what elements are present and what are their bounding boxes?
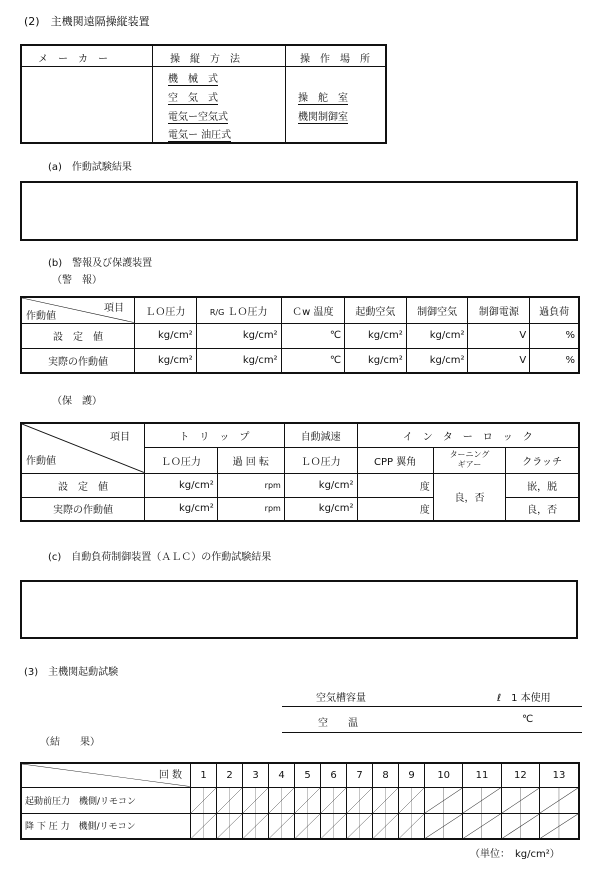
alarm-col-start-air: 起動空気 bbox=[345, 297, 407, 323]
alarm-corner-bottom: 作動値 bbox=[26, 310, 56, 322]
count-header: 2 bbox=[217, 763, 243, 787]
count-header: 8 bbox=[373, 763, 399, 787]
alarm-label: （警 報） bbox=[52, 275, 102, 286]
result-box-c bbox=[20, 580, 578, 639]
unit: % bbox=[530, 348, 579, 373]
slash-cell bbox=[295, 813, 321, 839]
alarm-table bbox=[20, 296, 580, 374]
section-b-title: (b) 警報及び保護装置 bbox=[48, 258, 153, 269]
air-tank-label: 空気槽容量 bbox=[316, 693, 366, 704]
alarm-col-rg-lo-label: ＬＯ圧力 bbox=[227, 306, 268, 318]
slash-cell bbox=[463, 813, 501, 839]
section-2-title: (2) 主機関遠隔操縦装置 bbox=[24, 15, 150, 28]
place-header: 操 作 場 所 bbox=[300, 54, 370, 65]
protect-col-clutch: クラッチ bbox=[506, 447, 579, 473]
alarm-corner bbox=[21, 297, 135, 323]
slash-cell bbox=[321, 813, 347, 839]
unit: kg/cm² bbox=[135, 348, 197, 373]
unit: 度 bbox=[357, 497, 433, 521]
protect-table bbox=[20, 422, 580, 522]
turning-value: 良，否 bbox=[433, 473, 505, 521]
slash-cell bbox=[540, 813, 579, 839]
protect-group-trip: ト リ ッ プ bbox=[145, 423, 285, 447]
alarm-col-lo: ＬＯ圧力 bbox=[135, 297, 197, 323]
remote-control-table bbox=[20, 44, 387, 144]
section-3-title: (3) 主機関起動試験 bbox=[24, 667, 119, 678]
air-temp-label: 空 温 bbox=[318, 718, 358, 729]
protect-col-overspeed: 過 回 転 bbox=[217, 447, 284, 473]
slash-cell bbox=[295, 787, 321, 813]
unit: % bbox=[530, 323, 579, 348]
unit: kg/cm² bbox=[406, 323, 468, 348]
protect-group-slowdown: 自動減速 bbox=[284, 423, 357, 447]
slash-cell bbox=[373, 813, 399, 839]
count-label: 回 数 bbox=[158, 770, 182, 781]
divider bbox=[282, 706, 582, 707]
protect-corner bbox=[21, 423, 145, 473]
maker-header: メ ー カ ー bbox=[38, 54, 108, 65]
slash-cell bbox=[425, 787, 463, 813]
count-header: 10 bbox=[425, 763, 463, 787]
unit: kg/cm² bbox=[345, 323, 407, 348]
alarm-col-cw: Ｃw 温度 bbox=[281, 297, 345, 323]
alarm-corner-top: 項目 bbox=[104, 303, 124, 314]
slash-cell bbox=[217, 787, 243, 813]
unit: kg/cm² bbox=[196, 348, 281, 373]
count-header: 7 bbox=[347, 763, 373, 787]
protect-col-lo2: ＬＯ圧力 bbox=[284, 447, 357, 473]
protect-row-setting: 設 定 値 bbox=[21, 473, 145, 497]
count-header: 4 bbox=[269, 763, 295, 787]
row-drop-pressure: 降 下 圧 力 機側/リモコン bbox=[21, 813, 191, 839]
protect-label: （保 護） bbox=[52, 396, 102, 407]
slash-cell bbox=[373, 787, 399, 813]
alarm-col-power: 制御電源 bbox=[468, 297, 530, 323]
slash-cell bbox=[501, 787, 539, 813]
unit: kg/cm² bbox=[145, 473, 218, 497]
slash-cell bbox=[399, 813, 425, 839]
alarm-col-control-air: 制御空気 bbox=[406, 297, 468, 323]
method-mechanical: 機 械 式 bbox=[168, 70, 218, 86]
unit: kg/cm² bbox=[284, 473, 357, 497]
section-c-title: (c) 自動負荷制御装置（ＡＬＣ）の作動試験結果 bbox=[48, 552, 272, 563]
unit-note: （単位： kg/cm²） bbox=[470, 849, 560, 860]
alarm-row-setting: 設 定 値 bbox=[21, 323, 135, 348]
count-header: 9 bbox=[399, 763, 425, 787]
count-header: 3 bbox=[243, 763, 269, 787]
divider bbox=[282, 732, 582, 733]
protect-corner-top: 項目 bbox=[110, 432, 130, 443]
protect-col-turning: ターニング ギアー bbox=[433, 447, 505, 473]
rg-mark: R/G bbox=[209, 307, 225, 317]
count-header: 5 bbox=[295, 763, 321, 787]
place-control-room: 機関制御室 bbox=[298, 108, 348, 124]
unit: ℃ bbox=[281, 348, 345, 373]
slash-cell bbox=[399, 787, 425, 813]
unit: kg/cm² bbox=[284, 497, 357, 521]
unit: ℃ bbox=[281, 323, 345, 348]
unit: kg/cm² bbox=[406, 348, 468, 373]
air-tank-unit: ℓ 1 本使用 bbox=[497, 693, 551, 704]
count-header: 12 bbox=[501, 763, 539, 787]
slash-cell bbox=[463, 787, 501, 813]
result-box-a bbox=[20, 181, 578, 241]
slash-cell bbox=[321, 787, 347, 813]
section-a-title: (a) 作動試験結果 bbox=[48, 162, 132, 173]
start-test-table bbox=[20, 762, 580, 840]
slash-cell bbox=[540, 787, 579, 813]
count-header: 1 bbox=[191, 763, 217, 787]
count-corner bbox=[21, 763, 191, 787]
slash-cell bbox=[425, 813, 463, 839]
slash-cell bbox=[501, 813, 539, 839]
method-electro-pneumatic: 電気ー空気式 bbox=[168, 108, 228, 124]
method-electro-hydraulic: 電気ー 油圧式 bbox=[168, 126, 231, 142]
count-header: 13 bbox=[540, 763, 579, 787]
method-pneumatic: 空 気 式 bbox=[168, 89, 218, 105]
slash-cell bbox=[347, 813, 373, 839]
unit: rpm bbox=[217, 473, 284, 497]
count-header: 6 bbox=[321, 763, 347, 787]
unit: rpm bbox=[217, 497, 284, 521]
slash-cell bbox=[243, 813, 269, 839]
alarm-row-actual: 実際の作動値 bbox=[21, 348, 135, 373]
protect-corner-bottom: 作動値 bbox=[26, 455, 56, 467]
slash-cell bbox=[243, 787, 269, 813]
method-header: 操 縦 方 法 bbox=[170, 54, 240, 65]
slash-cell bbox=[191, 787, 217, 813]
unit: kg/cm² bbox=[135, 323, 197, 348]
protect-group-interlock: イ ン タ ー ロ ッ ク bbox=[357, 423, 579, 447]
count-header: 11 bbox=[463, 763, 501, 787]
place-wheelhouse: 操 舵 室 bbox=[298, 89, 348, 105]
slash-cell bbox=[269, 813, 295, 839]
clutch-value-1: 嵌，脱 bbox=[506, 473, 579, 497]
unit: kg/cm² bbox=[345, 348, 407, 373]
slash-cell bbox=[191, 813, 217, 839]
unit: V bbox=[468, 348, 530, 373]
result-label: （結 果） bbox=[40, 737, 100, 748]
alarm-col-overload: 過負荷 bbox=[530, 297, 579, 323]
row-start-pressure: 起動前圧力 機側/リモコン bbox=[21, 787, 191, 813]
slash-cell bbox=[269, 787, 295, 813]
unit: V bbox=[468, 323, 530, 348]
slash-cell bbox=[347, 787, 373, 813]
protect-col-cpp: CPP 翼角 bbox=[357, 447, 433, 473]
air-temp-unit: ℃ bbox=[522, 714, 534, 725]
clutch-value-2: 良，否 bbox=[506, 497, 579, 521]
protect-row-actual: 実際の作動値 bbox=[21, 497, 145, 521]
unit: kg/cm² bbox=[196, 323, 281, 348]
unit: 度 bbox=[357, 473, 433, 497]
alarm-col-rg-lo bbox=[196, 297, 281, 323]
slash-cell bbox=[217, 813, 243, 839]
protect-col-lo: ＬＯ圧力 bbox=[145, 447, 218, 473]
unit: kg/cm² bbox=[145, 497, 218, 521]
